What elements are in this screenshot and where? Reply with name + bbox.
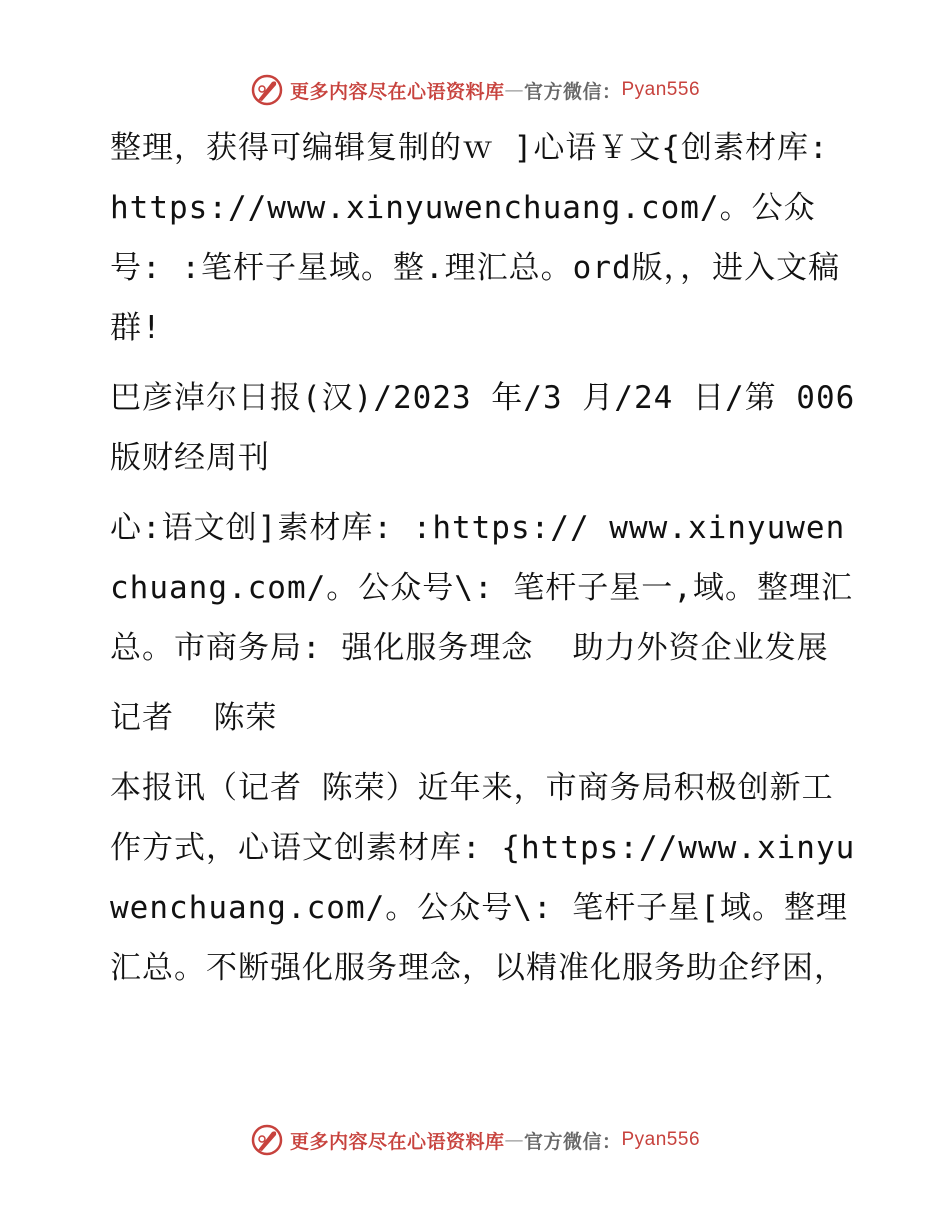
paragraph-intro: 整理，获得可编辑复制的ｗ ]心语￥文{创素材库: https://www.xinyuwenchuang.com/。公众号: :笔杆子星域。整.理汇总。ord版，，进入文稿群! [110, 130, 849, 346]
paragraph-source: 巴彦淖尔日报(汉)/2023 年/3 月/24 日/第 006 版财经周刊 [110, 380, 875, 476]
paragraph-headline: 心:语文创]素材库: :https:// www.xinyuwenchuang.com/。公众号\: 笔杆子星一,域。整理汇总。市商务局: 强化服务理念 助力外资企业发展 [110, 510, 853, 666]
watermark-wechat-id: Pyan556 [621, 1129, 701, 1150]
watermark-dash: — [504, 79, 524, 101]
quill-pen-logo-icon [250, 73, 284, 107]
watermark-wechat-id: Pyan556 [621, 79, 701, 100]
watermark-text: 更多内容尽在心语资料库 [289, 1130, 505, 1153]
document-body [98, 118, 875, 1008]
watermark-official-label: 官方微信： [523, 1130, 622, 1153]
paragraph-body: 本报讯（记者 陈荣）近年来，市商务局积极创新工作方式，心语文创素材库: {https://www.xinyuwenchuang.com/。公众号\: 笔杆子星[域。整理汇总。不断强化服务理念，以精准化服务助企纾困， [110, 770, 856, 986]
watermark-text: 更多内容尽在心语资料库 [289, 80, 505, 103]
header-watermark [0, 70, 950, 110]
paragraph-byline: 记者 陈荣 [110, 700, 278, 736]
watermark-official-label: 官方微信： [523, 80, 622, 103]
watermark-dash: — [504, 1129, 524, 1151]
quill-pen-logo-icon [250, 1123, 284, 1157]
footer-watermark [0, 1120, 950, 1160]
